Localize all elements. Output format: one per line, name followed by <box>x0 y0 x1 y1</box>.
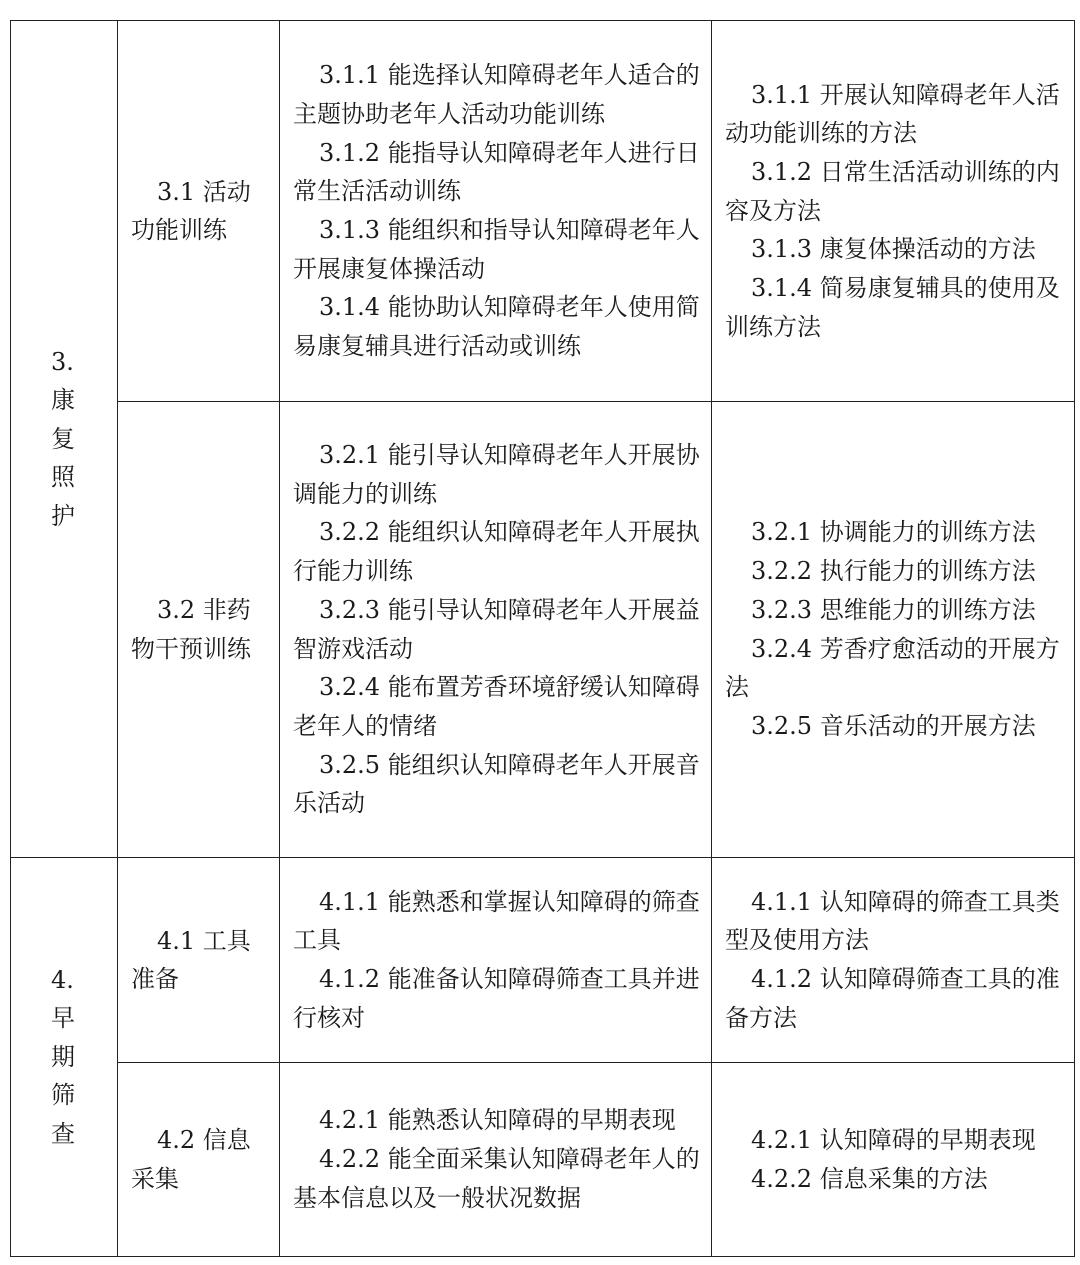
requirement-item: 4.2.1 能熟悉认知障碍的早期表现 <box>319 1106 676 1135</box>
unit-name: 4.1 工具准备 <box>131 926 251 993</box>
category-char: 照 <box>51 463 75 492</box>
knowledge-item: 3.2.2 执行能力的训练方法 <box>751 557 1036 586</box>
knowledge-cell <box>712 1063 1075 1257</box>
knowledge-item: 4.2.1 认知障碍的早期表现 <box>751 1125 1036 1154</box>
category-char: 查 <box>51 1119 75 1148</box>
knowledge-item: 3.1.3 康复体操活动的方法 <box>751 235 1036 264</box>
category-char: 护 <box>51 501 75 530</box>
category-char: 3. <box>51 347 74 376</box>
requirement-item: 3.2.2 能组织认知障碍老年人开展执行能力训练 <box>293 518 700 586</box>
knowledge-item: 4.1.1 认知障碍的筛查工具类型及使用方法 <box>725 887 1060 955</box>
unit-cell <box>118 1063 280 1257</box>
unit-cell <box>118 402 280 858</box>
requirement-item: 3.2.5 能组织认知障碍老年人开展音乐活动 <box>293 750 700 818</box>
category-char: 早 <box>51 1004 75 1033</box>
requirement-item: 3.2.3 能引导认知障碍老年人开展益智游戏活动 <box>293 595 700 663</box>
category-char: 4. <box>51 965 74 994</box>
knowledge-item: 3.1.4 简易康复辅具的使用及训练方法 <box>725 274 1060 341</box>
knowledge-cell <box>712 21 1075 402</box>
skill-requirements-cell <box>280 1063 712 1257</box>
category-char: 康 <box>51 386 75 415</box>
skill-requirements-cell <box>280 21 712 402</box>
knowledge-item: 3.2.3 思维能力的训练方法 <box>751 595 1036 624</box>
unit-cell <box>118 21 280 402</box>
knowledge-item: 3.1.1 开展认知障碍老年人活动功能训练的方法 <box>725 80 1060 148</box>
requirement-item: 3.2.4 能布置芳香环境舒缓认知障碍老年人的情绪 <box>293 673 700 740</box>
table-row <box>11 402 1075 858</box>
requirement-item: 3.1.2 能指导认知障碍老年人进行日常生活活动训练 <box>293 138 700 206</box>
unit-name: 3.2 非药物干预训练 <box>131 596 251 663</box>
category-cell-early-screening <box>11 858 118 1257</box>
category-char: 复 <box>51 424 75 453</box>
requirement-item: 4.1.2 能准备认知障碍筛查工具并进行核对 <box>293 965 700 1032</box>
knowledge-item: 4.1.2 认知障碍筛查工具的准备方法 <box>725 965 1060 1032</box>
requirement-item: 3.1.4 能协助认知障碍老年人使用简易康复辅具进行活动或训练 <box>293 293 700 361</box>
skill-standard-table <box>10 20 1075 1257</box>
unit-name: 4.2 信息采集 <box>131 1126 251 1193</box>
requirement-item: 3.2.1 能引导认知障碍老年人开展协调能力的训练 <box>293 440 700 508</box>
unit-name: 3.1 活动功能训练 <box>131 177 251 244</box>
skill-requirements-cell <box>280 402 712 858</box>
table-row <box>11 21 1075 402</box>
knowledge-item: 4.2.2 信息采集的方法 <box>751 1164 988 1193</box>
knowledge-cell <box>712 858 1075 1063</box>
category-char: 期 <box>51 1042 75 1071</box>
category-char: 筛 <box>51 1081 75 1110</box>
knowledge-item: 3.2.1 协调能力的训练方法 <box>751 518 1036 547</box>
knowledge-item: 3.1.2 日常生活活动训练的内容及方法 <box>725 157 1060 225</box>
requirement-item: 4.1.1 能熟悉和掌握认知障碍的筛查工具 <box>293 887 700 955</box>
skill-requirements-cell <box>280 858 712 1063</box>
table-row <box>11 1063 1075 1257</box>
requirement-item: 4.2.2 能全面采集认知障碍老年人的基本信息以及一般状况数据 <box>293 1145 700 1212</box>
category-cell-rehab-care <box>11 21 118 858</box>
unit-cell <box>118 858 280 1063</box>
table-row <box>11 858 1075 1063</box>
knowledge-item: 3.2.5 音乐活动的开展方法 <box>751 711 1036 740</box>
requirement-item: 3.1.3 能组织和指导认知障碍老年人开展康复体操活动 <box>293 216 700 283</box>
knowledge-item: 3.2.4 芳香疗愈活动的开展方法 <box>725 634 1060 702</box>
requirement-item: 3.1.1 能选择认知障碍老年人适合的主题协助老年人活动功能训练 <box>293 61 700 128</box>
knowledge-cell <box>712 402 1075 858</box>
